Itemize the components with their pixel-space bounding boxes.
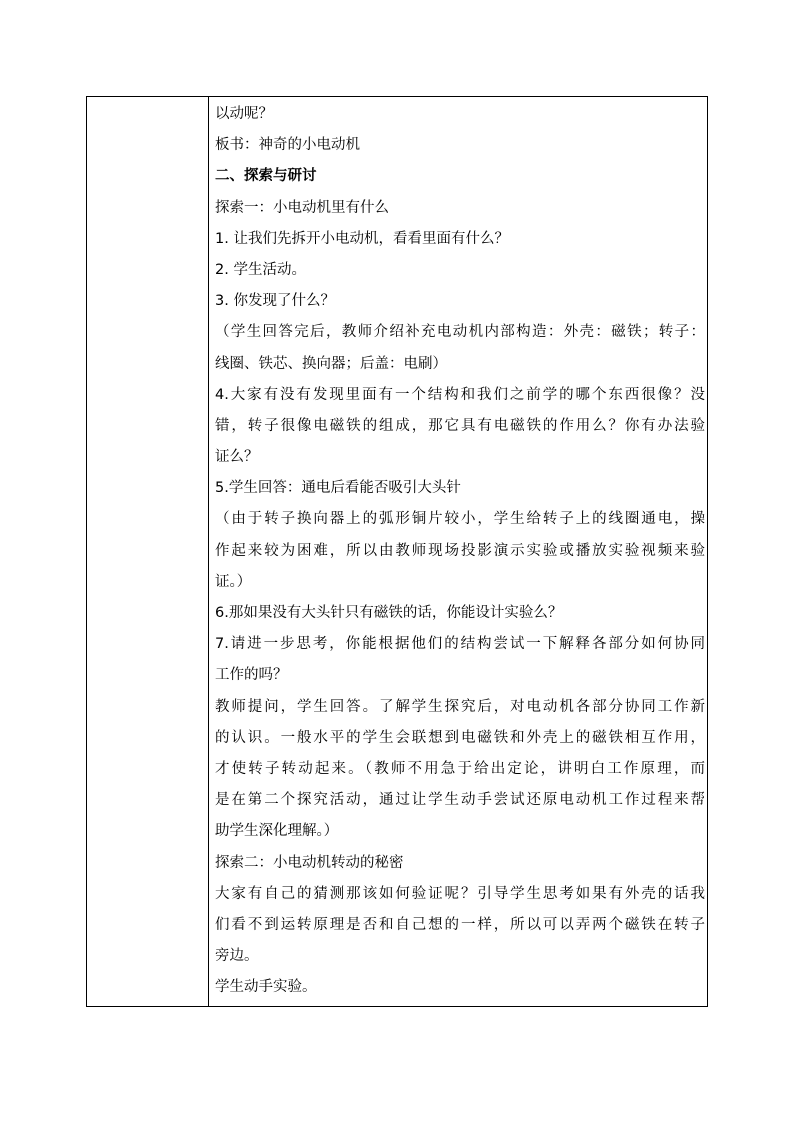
text-line: 错，转子很像电磁铁的组成，那它具有电磁铁的作用么？你有办法验	[215, 417, 705, 434]
text-line: 学生动手实验。	[215, 979, 317, 996]
text-line: （由于转子换向器上的弧形铜片较小，学生给转子上的线圈通电，操	[215, 511, 705, 528]
text-line: 工作的吗？	[215, 667, 288, 684]
text-line: 3. 你发现了什么？	[215, 293, 335, 310]
column-divider	[208, 97, 209, 1006]
text-line: （学生回答完后，教师介绍补充电动机内部构造：外壳：磁铁；转子：	[215, 324, 705, 341]
text-line: 4.大家有没有发现里面有一个结构和我们之前学的哪个东西很像？没	[215, 386, 705, 403]
text-line: 7.请进一步思考，你能根据他们的结构尝试一下解释各部分如何协同	[215, 636, 705, 653]
text-line: 以动呢？	[215, 106, 273, 122]
text-line: 板书：神奇的小电动机	[215, 137, 360, 154]
subsection-heading: 探索二：小电动机转动的秘密	[215, 854, 404, 871]
text-line: 6.那如果没有大头针只有磁铁的话，你能设计实验么？	[215, 605, 563, 621]
text-line: 助学生深化理解。）	[215, 823, 339, 840]
subsection-heading: 探索一：小电动机里有什么	[215, 199, 389, 216]
text-line: 旁边。	[215, 948, 259, 965]
text-line: 们看不到运转原理是否和自己想的一样，所以可以弄两个磁铁在转子	[215, 916, 705, 933]
table-left-cell	[87, 97, 208, 1006]
text-line: 作起来较为困难，所以由教师现场投影演示实验或播放实验视频来验	[215, 542, 705, 559]
text-line: 才使转子转动起来。（教师不用急于给出定论，讲明白工作原理，而	[215, 760, 705, 777]
text-line: 是在第二个探究活动，通过让学生动手尝试还原电动机工作过程来帮	[215, 792, 705, 809]
section-heading: 二、探索与研讨	[215, 168, 317, 185]
text-line: 教师提问，学生回答。了解学生探究后，对电动机各部分协同工作新	[215, 698, 705, 715]
text-line: 证么？	[215, 449, 259, 466]
text-line: 5.学生回答：通电后看能否吸引大头针	[215, 480, 461, 497]
text-line: 的认识。一般水平的学生会联想到电磁铁和外壳上的磁铁相互作用，	[215, 729, 705, 746]
text-line: 1. 让我们先拆开小电动机，看看里面有什么？	[215, 230, 509, 247]
text-line: 2. 学生活动。	[215, 261, 306, 278]
text-line: 大家有自己的猜测那该如何验证呢？引导学生思考如果有外壳的话我	[215, 885, 705, 902]
table-content-cell	[215, 99, 705, 1003]
text-line: 线圈、铁芯、换向器；后盖：电刷）	[215, 355, 447, 372]
lesson-table	[86, 96, 708, 1007]
text-line: 证。）	[215, 573, 252, 590]
